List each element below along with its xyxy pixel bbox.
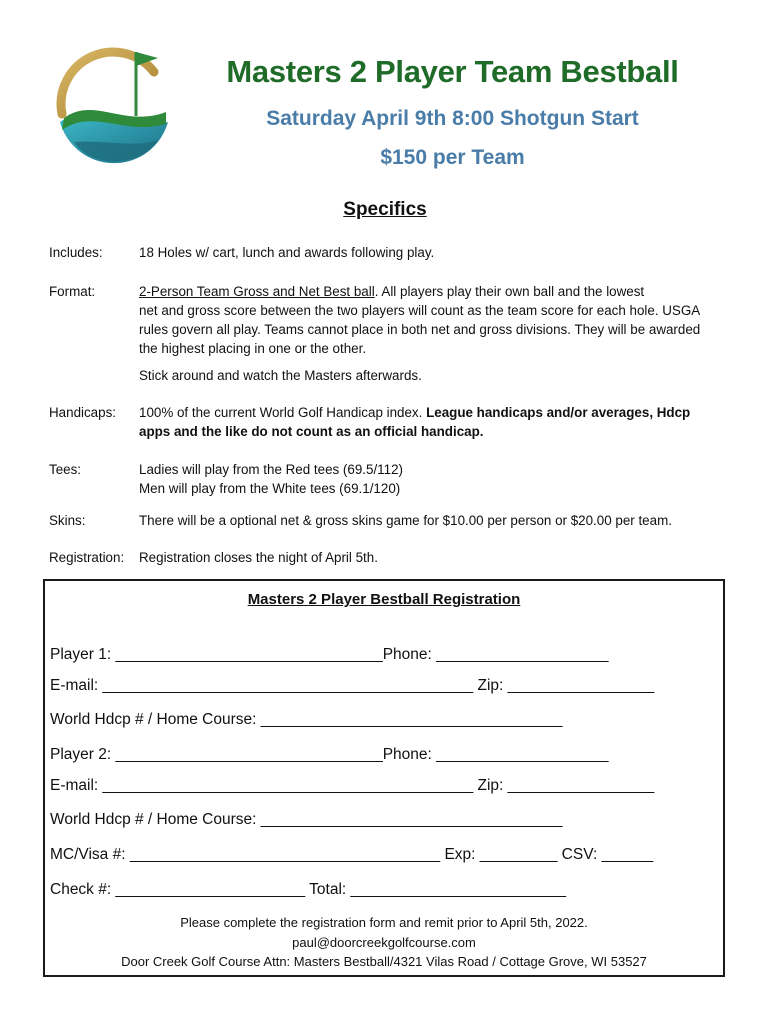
check-field[interactable]: Check #: ______________________ Total: _________________________ <box>50 881 567 898</box>
format-label: Format: <box>49 284 96 299</box>
handicaps-plain: 100% of the current World Golf Handicap index. <box>139 405 427 420</box>
format-text <box>139 282 729 385</box>
handicaps-label: Handicaps: <box>49 405 116 420</box>
footer-instructions: Please complete the registration form and remit prior to April 5th, 2022. <box>180 915 588 930</box>
format-lead: 2-Person Team Gross and Net Best ball <box>139 284 375 299</box>
player2-field[interactable]: Player 2: _______________________________Phone: ____________________ <box>50 746 609 763</box>
registration-text: Registration closes the night of April 5th. <box>139 550 378 565</box>
footer-address: Door Creek Golf Course Attn: Masters Bestball/4321 Vilas Road / Cottage Grove, WI 53527 <box>121 954 647 969</box>
email2-field[interactable]: E-mail: ___________________________________________ Zip: _________________ <box>50 777 655 794</box>
player1-field[interactable]: Player 1: _______________________________Phone: ____________________ <box>50 646 609 663</box>
skins-text: There will be a optional net & gross skins game for $10.00 per person or $20.00 per team. <box>139 513 672 528</box>
tees-line2: Men will play from the White tees (69.1/120) <box>139 481 401 496</box>
skins-label: Skins: <box>49 513 86 528</box>
event-title: Masters 2 Player Team Bestball <box>226 54 679 89</box>
hdcp2-field[interactable]: World Hdcp # / Home Course: ___________________________________ <box>50 811 563 828</box>
format-line3: rules govern all play. Teams cannot place in both net and gross divisions. They will be awarded <box>139 322 701 337</box>
includes-label: Includes: <box>49 245 103 260</box>
event-price: $150 per Team <box>380 146 525 169</box>
hdcp1-field[interactable]: World Hdcp # / Home Course: ___________________________________ <box>50 711 563 728</box>
tees-text <box>139 460 729 498</box>
handicaps-text <box>139 403 729 441</box>
specifics-heading: Specifics <box>343 199 427 220</box>
email1-field[interactable]: E-mail: ___________________________________________ Zip: _________________ <box>50 677 655 694</box>
footer-email: paul@doorcreekgolfcourse.com <box>292 935 476 950</box>
card-field[interactable]: MC/Visa #: ____________________________________ Exp: _________ CSV: ______ <box>50 846 654 863</box>
format-line2: net and gross score between the two players will count as the team score for each hole. USGA <box>139 303 701 318</box>
registration-form <box>43 579 725 977</box>
handicaps-bold1: League handicaps and/or averages, Hdcp <box>426 405 691 420</box>
format-line4: the highest placing in one or the other. <box>139 341 367 356</box>
event-date: Saturday April 9th 8:00 Shotgun Start <box>266 107 639 130</box>
registration-label: Registration: <box>49 550 125 565</box>
format-extra: Stick around and watch the Masters afterwards. <box>139 368 422 383</box>
golf-logo <box>54 44 172 180</box>
format-line1: . All players play their own ball and the lowest <box>374 284 645 299</box>
tees-label: Tees: <box>49 462 82 477</box>
tees-line1: Ladies will play from the Red tees (69.5/112) <box>139 462 403 477</box>
includes-text: 18 Holes w/ cart, lunch and awards following play. <box>139 245 435 260</box>
form-title: Masters 2 Player Bestball Registration <box>247 591 521 608</box>
handicaps-bold2: apps and the like do not count as an official handicap. <box>139 424 484 439</box>
